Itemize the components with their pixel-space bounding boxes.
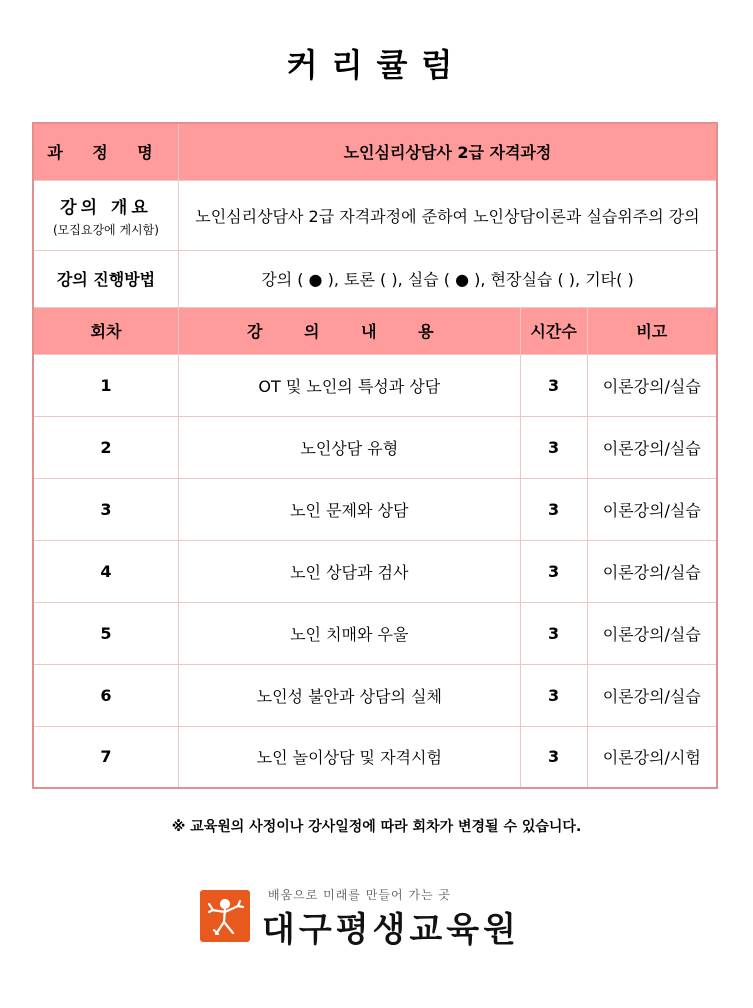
table-row [33, 726, 717, 788]
figure-logo-icon [200, 890, 250, 942]
curriculum-table [32, 122, 718, 789]
hours-cell: 3 [520, 354, 587, 416]
course-name-row [33, 123, 717, 180]
note-cell: 이론강의/실습 [587, 416, 717, 478]
change-notice: ※ 교육원의 사정이나 강사일정에 따라 회차가 변경될 수 있습니다. [171, 819, 582, 835]
method-value: 강의 ( ● ), 토론 ( ), 실습 ( ● ), 현장실습 ( ), 기타( ) [178, 250, 717, 307]
overview-sublabel: (모집요강에 게시함) [53, 222, 159, 237]
round-cell: 4 [33, 540, 178, 602]
overview-value: 노인심리상담사 2급 자격과정에 준하여 노인상담이론과 실습위주의 강의 [178, 180, 717, 250]
method-row [33, 250, 717, 307]
method-label: 강의 진행방법 [33, 250, 178, 307]
logo-name: 대구평생교육원 [262, 910, 520, 950]
note-cell: 이론강의/실습 [587, 664, 717, 726]
header-hours: 시간수 [520, 307, 587, 354]
hours-cell: 3 [520, 664, 587, 726]
logo [200, 886, 560, 950]
logo-tagline: 배움으로 미래를 만들어 가는 곳 [268, 888, 451, 902]
round-cell: 6 [33, 664, 178, 726]
table-header-row [33, 307, 717, 354]
round-cell: 7 [33, 726, 178, 788]
hours-cell: 3 [520, 478, 587, 540]
note-cell: 이론강의/시험 [587, 726, 717, 788]
content-cell: 노인성 불안과 상담의 실체 [178, 664, 520, 726]
table-row [33, 416, 717, 478]
table-row [33, 602, 717, 664]
hours-cell: 3 [520, 416, 587, 478]
page-title: 커리큘럼 [286, 46, 467, 84]
content-cell: 노인 문제와 상담 [178, 478, 520, 540]
table-row [33, 664, 717, 726]
content-cell: 노인 놀이상담 및 자격시험 [178, 726, 520, 788]
table-row [33, 478, 717, 540]
header-note: 비고 [587, 307, 717, 354]
table-row [33, 354, 717, 416]
round-cell: 3 [33, 478, 178, 540]
content-cell: OT 및 노인의 특성과 상담 [178, 354, 520, 416]
hours-cell: 3 [520, 602, 587, 664]
header-content: 강 의 내 용 [178, 307, 520, 354]
course-name-label: 과 정 명 [33, 123, 178, 180]
note-cell: 이론강의/실습 [587, 540, 717, 602]
hours-cell: 3 [520, 540, 587, 602]
content-cell: 노인상담 유형 [178, 416, 520, 478]
overview-label: 강의 개요 (모집요강에 게시함) [33, 180, 178, 250]
table-row [33, 540, 717, 602]
content-cell: 노인 치매와 우울 [178, 602, 520, 664]
note-cell: 이론강의/실습 [587, 478, 717, 540]
round-cell: 5 [33, 602, 178, 664]
note-cell: 이론강의/실습 [587, 602, 717, 664]
round-cell: 1 [33, 354, 178, 416]
overview-row [33, 180, 717, 250]
hours-cell: 3 [520, 726, 587, 788]
note-cell: 이론강의/실습 [587, 354, 717, 416]
round-cell: 2 [33, 416, 178, 478]
course-name-value: 노인심리상담사 2급 자격과정 [178, 123, 717, 180]
header-round: 회차 [33, 307, 178, 354]
content-cell: 노인 상담과 검사 [178, 540, 520, 602]
